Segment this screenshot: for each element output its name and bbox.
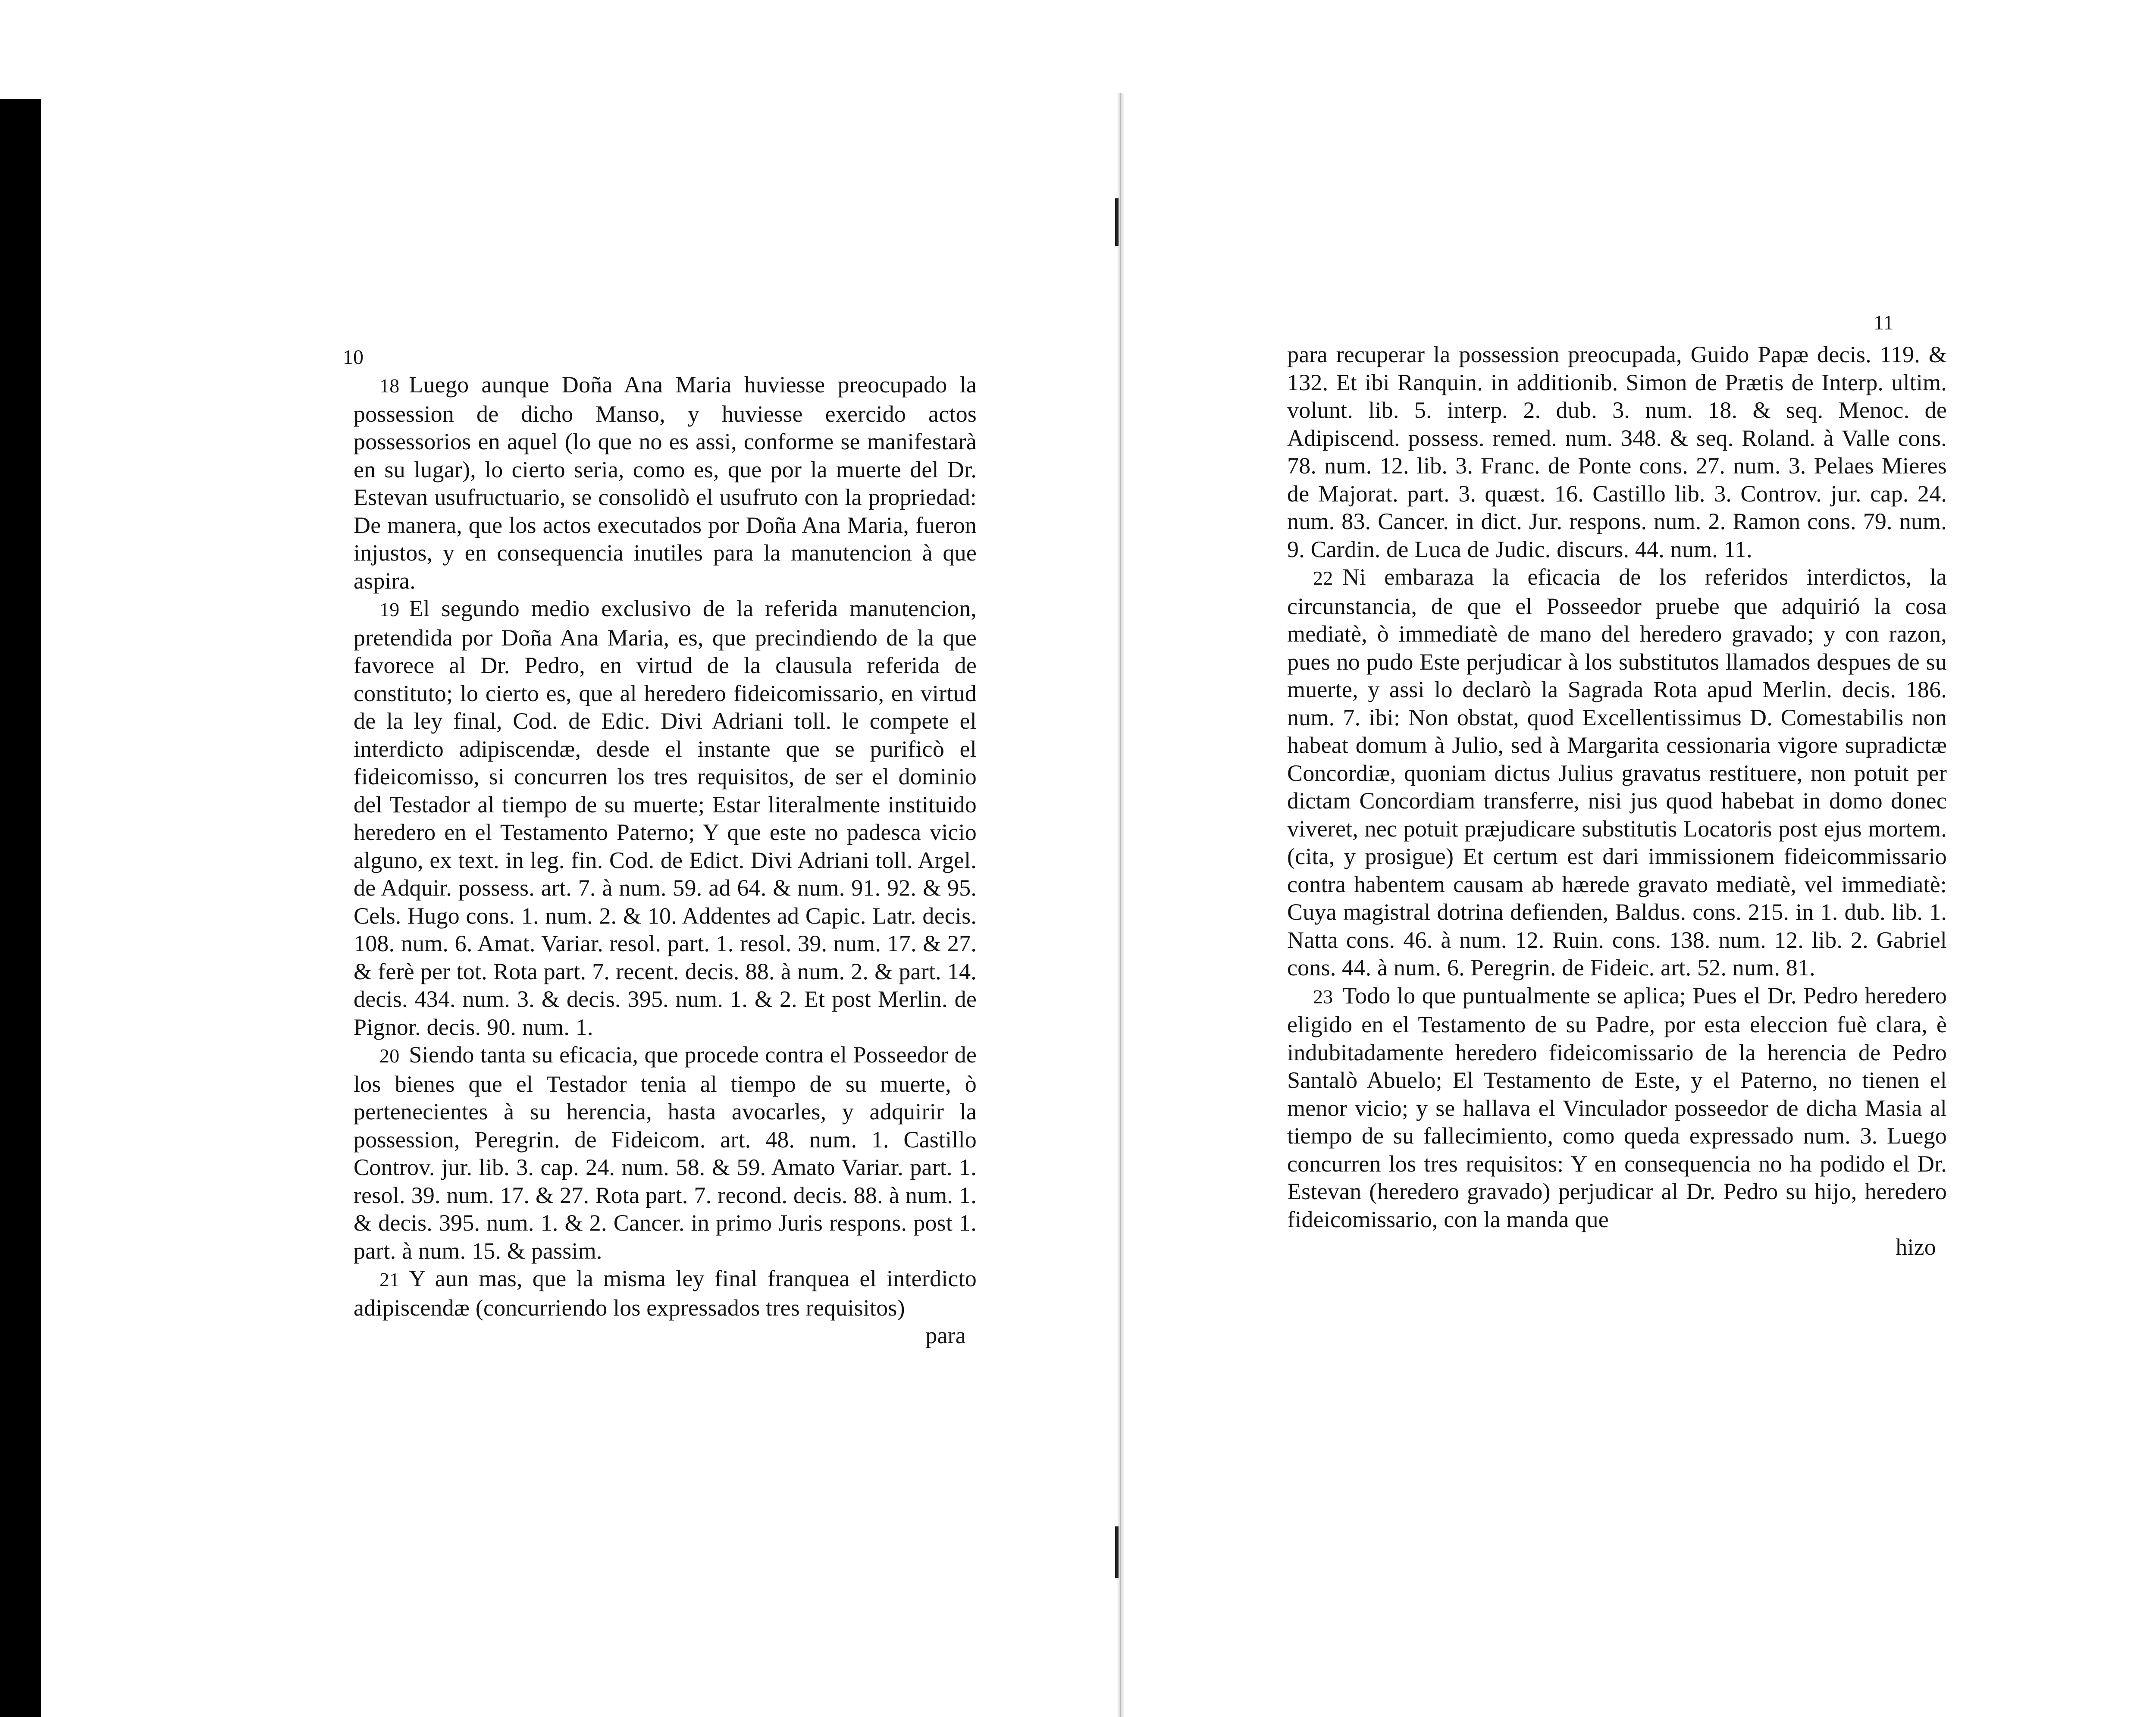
paragraph — [1287, 563, 1947, 982]
scan-margin — [0, 0, 2156, 99]
paragraph — [354, 371, 977, 595]
paragraph-number: 20 — [379, 1045, 400, 1067]
paragraph-continuation — [1287, 341, 1947, 563]
paragraph-number: 21 — [379, 1269, 400, 1291]
page-number-right: 11 — [1874, 311, 1894, 334]
paragraph-text: Ni embaraza la eficacia de los referidos interdictos, la circunstancia, de que el Posseedor pruebe que adquirió la cosa mediatè, ò immediatè de mano del heredero gravado; y con razon, pues no pudo Este perjudicar à los substitutos llamados despues de su muerte, y assi lo declarò la Sagrada Rota apud Merlin. decis. 186. num. 7. ibi: Non obstat, quod Excellentissimus D. Comestabilis non habeat domum à Julio, sed à Margarita cessionaria vigore supradictæ Concordiæ, quoniam dictus Julius gravatus restituere, non potuit per dictam Concordiam transferre, nisi jus quod habebat in domo donec viveret, nec potuit præjudicare substitutis Locatoris post ejus mortem. (cita, y prosigue) Et certum est dari immissionem fideicommissario contra habentem causam ab hærede gravato mediatè, vel immediatè: Cuya magistral dotrina defienden, Baldus. cons. 215. in 1. dub. lib. 1. Natta cons. 46. à num. 12. Ruin. cons. 138. num. 12. lib. 2. Gabriel cons. 44. à num. 6. Peregrin. de Fideic. art. 52. num. 81. — [1287, 564, 1947, 981]
paragraph-number: 19 — [379, 598, 400, 620]
paragraph-number: 22 — [1313, 567, 1333, 589]
paragraph-text: para recuperar la possession preocupada, Guido Papæ decis. 119. & 132. Et ibi Ranquin. in additionib. Simon de Prætis de Interp. ultim. volunt. lib. 5. interp. 2. dub. 3. num. 18. & seq. Menoc. de Adipiscend. possess. remed. num. 348. & seq. Roland. à Valle cons. 78. num. 12. lib. 3. Franc. de Ponte cons. 27. num. 3. Pelaes Mieres de Majorat. part. 3. quæst. 16. Castillo lib. 3. Controv. jur. cap. 24. num. 83. Cancer. in dict. Jur. respons. num. 2. Ramon cons. 79. num. 9. Cardin. de Luca de Judic. discurs. 44. num. 11. — [1287, 342, 1947, 562]
paragraph — [1287, 982, 1947, 1234]
catchword: para — [925, 1322, 966, 1348]
paragraph — [354, 1041, 977, 1265]
left-page — [354, 371, 977, 1350]
gutter-mark — [1115, 1526, 1119, 1578]
paragraph-number: 23 — [1313, 985, 1333, 1008]
paragraph-text: Todo lo que puntualmente se aplica; Pues el Dr. Pedro heredero eligido en el Testamento de su Padre, por esta eleccion fuè clara, è indubitadamente heredero fideicomissario de la herencia de Pedro Santalò Abuelo; El Testamento de Este, y el Paterno, no tienen el menor vicio; y se hallava el Vinculador posseedor de dicha Masia al tiempo de su fallecimiento, como queda expressado num. 3. Luego concurren los tres requisitos: Y en consequencia no ha podido el Dr. Estevan (heredero gravado) perjudicar al Dr. Pedro su hijo, heredero fideicomissario, con la manda que — [1287, 982, 1947, 1232]
page-number-left: 10 — [343, 346, 364, 369]
paragraph — [354, 595, 977, 1041]
paragraph-text: Y aun mas, que la misma ley final franquea el interdicto adipiscendæ (concurriendo los expressados tres requisitos) — [354, 1266, 977, 1321]
paragraph — [354, 1265, 977, 1322]
paragraph-text: Luego aunque Doña Ana Maria huviesse preocupado la possession de dicho Manso, y huviesse exercido actos possessorios en aquel (lo que no es assi, conforme se manifestarà en su lugar), lo cierto seria, como es, que por la muerte del Dr. Estevan usufructuario, se consolidò el usufruto con la propriedad: De manera, que los actos executados por Doña Ana Maria, fueron injustos, y en consequencia inutiles para la manutencion à que aspira. — [354, 372, 977, 594]
right-page — [1287, 341, 1947, 1261]
book-gutter — [1117, 93, 1125, 1717]
catchword: hizo — [1896, 1234, 1936, 1260]
paragraph-text: El segundo medio exclusivo de la referida manutencion, pretendida por Doña Ana Maria, es, que precindiendo de la que favorece al Dr. Pedro, en virtud de la clausula referida de constituto; lo cierto es, que al heredero fideicomissario, en virtud de la ley final, Cod. de Edic. Divi Adriani toll. le compete el interdicto adipiscendæ, desde el instante que se purificò el fideicomisso, si concurren los tres requisitos, de ser el dominio del Testador al tiempo de su muerte; Estar literalmente instituido heredero en el Testamento Paterno; Y que este no padesca vicio alguno, ex text. in leg. fin. Cod. de Edict. Divi Adriani toll. Argel. de Adquir. possess. art. 7. à num. 59. ad 64. & num. 91. 92. & 95. Cels. Hugo cons. 1. num. 2. & 10. Addentes ad Capic. Latr. decis. 108. num. 6. Amat. Variar. resol. part. 1. resol. 39. num. 17. & 27. & ferè per tot. Rota part. 7. recent. decis. 88. à num. 2. & part. 14. decis. 434. num. 3. & decis. 395. num. 1. & 2. Et post Merlin. de Pignor. decis. 90. num. 1. — [354, 595, 977, 1040]
gutter-mark — [1115, 198, 1119, 246]
paragraph-text: Siendo tanta su eficacia, que procede contra el Posseedor de los bienes que el Testador tenia al tiempo de su muerte, ò pertenecientes à su herencia, hasta avocarles, y adquirir la possession, Peregrin. de Fideicom. art. 48. num. 1. Castillo Controv. jur. lib. 3. cap. 24. num. 58. & 59. Amato Variar. part. 1. resol. 39. num. 17. & 27. Rota part. 7. recond. decis. 88. à num. 1. & decis. 395. num. 1. & 2. Cancer. in primo Juris respons. post 1. part. à num. 15. & passim. — [354, 1042, 977, 1264]
paragraph-number: 18 — [379, 375, 400, 397]
